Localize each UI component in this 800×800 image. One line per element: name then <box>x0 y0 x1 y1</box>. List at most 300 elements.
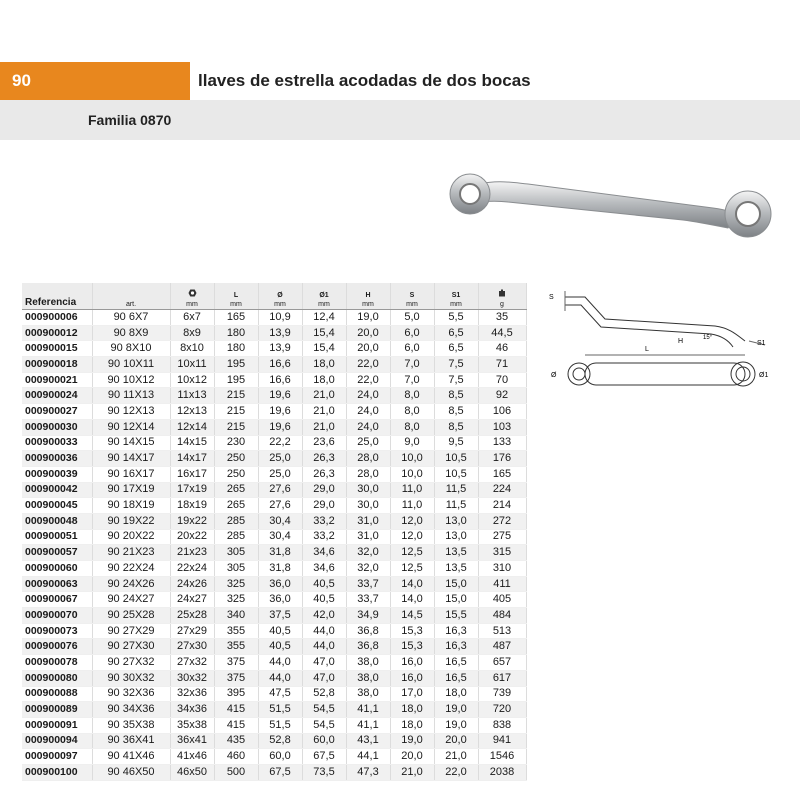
cell-d: 10,9 <box>258 310 302 326</box>
cell-d: 19,6 <box>258 388 302 404</box>
cell-l: 215 <box>214 419 258 435</box>
table-row <box>22 498 526 514</box>
cell-size: 24x26 <box>170 576 214 592</box>
cell-h: 28,0 <box>346 451 390 467</box>
cell-h: 28,0 <box>346 466 390 482</box>
family-band <box>0 100 800 140</box>
cell-s1: 16,3 <box>434 639 478 655</box>
cell-l: 355 <box>214 623 258 639</box>
cell-s: 16,0 <box>390 655 434 671</box>
cell-size: 46x50 <box>170 764 214 780</box>
cell-weight: 1546 <box>478 749 526 765</box>
cell-s1: 9,5 <box>434 435 478 451</box>
cell-s: 16,0 <box>390 670 434 686</box>
dim-h: H <box>678 338 684 345</box>
cell-s: 8,0 <box>390 419 434 435</box>
cell-d: 30,4 <box>258 529 302 545</box>
cell-d: 30,4 <box>258 513 302 529</box>
cell-referencia: 000900089 <box>22 702 92 718</box>
cell-d1: 33,2 <box>302 513 346 529</box>
cell-s1: 6,5 <box>434 341 478 357</box>
cell-d1: 40,5 <box>302 576 346 592</box>
cell-size: 27x32 <box>170 655 214 671</box>
cell-h: 41,1 <box>346 702 390 718</box>
cell-l: 305 <box>214 545 258 561</box>
cell-l: 460 <box>214 749 258 765</box>
cell-size: 27x29 <box>170 623 214 639</box>
table-row <box>22 435 526 451</box>
cell-art: 90 46X50 <box>92 764 170 780</box>
cell-s: 8,0 <box>390 388 434 404</box>
cell-l: 375 <box>214 655 258 671</box>
col-d: Ø mm <box>258 283 302 310</box>
weight-icon <box>479 289 526 300</box>
cell-weight: 617 <box>478 670 526 686</box>
spec-table <box>22 283 527 781</box>
cell-weight: 411 <box>478 576 526 592</box>
cell-art: 90 41X46 <box>92 749 170 765</box>
cell-l: 325 <box>214 592 258 608</box>
cell-referencia: 000900024 <box>22 388 92 404</box>
table-row <box>22 372 526 388</box>
cell-referencia: 000900063 <box>22 576 92 592</box>
cell-art: 90 25X28 <box>92 608 170 624</box>
cell-size: 36x41 <box>170 733 214 749</box>
cell-h: 20,0 <box>346 325 390 341</box>
cell-l: 435 <box>214 733 258 749</box>
table-row <box>22 608 526 624</box>
col-weight: g <box>478 283 526 310</box>
cell-referencia: 000900021 <box>22 372 92 388</box>
cell-weight: 272 <box>478 513 526 529</box>
cell-s1: 13,0 <box>434 513 478 529</box>
cell-size: 20x22 <box>170 529 214 545</box>
cell-l: 180 <box>214 341 258 357</box>
cell-art: 90 6X7 <box>92 310 170 326</box>
cell-referencia: 000900036 <box>22 451 92 467</box>
table-row <box>22 341 526 357</box>
cell-size: 12x14 <box>170 419 214 435</box>
cell-s1: 11,5 <box>434 482 478 498</box>
cell-referencia: 000900073 <box>22 623 92 639</box>
cell-referencia: 000900039 <box>22 466 92 482</box>
col-referencia: Referencia <box>22 283 92 310</box>
cell-size: 8x9 <box>170 325 214 341</box>
cell-weight: 405 <box>478 592 526 608</box>
cell-s1: 11,5 <box>434 498 478 514</box>
cell-weight: 2038 <box>478 764 526 780</box>
cell-weight: 46 <box>478 341 526 357</box>
cell-size: 41x46 <box>170 749 214 765</box>
cell-s: 9,0 <box>390 435 434 451</box>
cell-d1: 26,3 <box>302 451 346 467</box>
col-l: L mm <box>214 283 258 310</box>
cell-s1: 8,5 <box>434 388 478 404</box>
col-size: mm <box>170 283 214 310</box>
cell-d: 36,0 <box>258 576 302 592</box>
cell-s1: 7,5 <box>434 372 478 388</box>
cell-s1: 6,5 <box>434 325 478 341</box>
cell-art: 90 21X23 <box>92 545 170 561</box>
cell-referencia: 000900012 <box>22 325 92 341</box>
cell-referencia: 000900045 <box>22 498 92 514</box>
cell-l: 250 <box>214 466 258 482</box>
cell-h: 24,0 <box>346 419 390 435</box>
cell-referencia: 000900042 <box>22 482 92 498</box>
cell-art: 90 36X41 <box>92 733 170 749</box>
cell-s: 14,0 <box>390 592 434 608</box>
cell-d1: 29,0 <box>302 482 346 498</box>
cell-h: 19,0 <box>346 310 390 326</box>
cell-d: 51,5 <box>258 702 302 718</box>
table-header <box>22 283 526 310</box>
cell-weight: 103 <box>478 419 526 435</box>
cell-art: 90 20X22 <box>92 529 170 545</box>
cell-referencia: 000900006 <box>22 310 92 326</box>
cell-s: 20,0 <box>390 749 434 765</box>
cell-size: 22x24 <box>170 561 214 577</box>
cell-h: 30,0 <box>346 482 390 498</box>
table-row <box>22 764 526 780</box>
cell-l: 265 <box>214 498 258 514</box>
cell-s1: 16,3 <box>434 623 478 639</box>
cell-d: 27,6 <box>258 482 302 498</box>
cell-s1: 8,5 <box>434 419 478 435</box>
table-row <box>22 325 526 341</box>
cell-size: 27x30 <box>170 639 214 655</box>
cell-l: 285 <box>214 513 258 529</box>
cell-art: 90 32X36 <box>92 686 170 702</box>
cell-art: 90 16X17 <box>92 466 170 482</box>
table-row <box>22 545 526 561</box>
cell-l: 215 <box>214 388 258 404</box>
cell-size: 10x12 <box>170 372 214 388</box>
table-row <box>22 404 526 420</box>
cell-art: 90 14X15 <box>92 435 170 451</box>
cell-size: 11x13 <box>170 388 214 404</box>
cell-l: 230 <box>214 435 258 451</box>
cell-h: 22,0 <box>346 357 390 373</box>
cell-size: 16x17 <box>170 466 214 482</box>
table-row <box>22 482 526 498</box>
cell-art: 90 19X22 <box>92 513 170 529</box>
cell-art: 90 11X13 <box>92 388 170 404</box>
cell-weight: 214 <box>478 498 526 514</box>
cell-d: 67,5 <box>258 764 302 780</box>
cell-d1: 44,0 <box>302 639 346 655</box>
cell-d1: 34,6 <box>302 561 346 577</box>
table-row <box>22 513 526 529</box>
cell-referencia: 000900051 <box>22 529 92 545</box>
cell-h: 47,3 <box>346 764 390 780</box>
cell-h: 24,0 <box>346 404 390 420</box>
cell-h: 24,0 <box>346 388 390 404</box>
cell-s1: 16,5 <box>434 670 478 686</box>
cell-referencia: 000900097 <box>22 749 92 765</box>
cell-size: 8x10 <box>170 341 214 357</box>
cell-art: 90 12X14 <box>92 419 170 435</box>
cell-size: 25x28 <box>170 608 214 624</box>
dim-angle: 15° <box>703 335 713 341</box>
cell-weight: 275 <box>478 529 526 545</box>
cell-referencia: 000900076 <box>22 639 92 655</box>
cell-s1: 8,5 <box>434 404 478 420</box>
table-row <box>22 592 526 608</box>
cell-d1: 26,3 <box>302 466 346 482</box>
table-row <box>22 686 526 702</box>
cell-h: 38,0 <box>346 686 390 702</box>
table-row <box>22 733 526 749</box>
cell-s1: 15,0 <box>434 576 478 592</box>
cell-weight: 35 <box>478 310 526 326</box>
table-row <box>22 717 526 733</box>
table-row <box>22 451 526 467</box>
cell-h: 36,8 <box>346 623 390 639</box>
table-row <box>22 623 526 639</box>
table-row <box>22 670 526 686</box>
cell-art: 90 24X27 <box>92 592 170 608</box>
cell-d1: 47,0 <box>302 670 346 686</box>
cell-referencia: 000900048 <box>22 513 92 529</box>
cell-d1: 44,0 <box>302 623 346 639</box>
cell-s1: 18,0 <box>434 686 478 702</box>
cell-referencia: 000900030 <box>22 419 92 435</box>
cell-weight: 484 <box>478 608 526 624</box>
cell-d: 40,5 <box>258 623 302 639</box>
cell-s: 18,0 <box>390 702 434 718</box>
cell-weight: 657 <box>478 655 526 671</box>
cell-h: 43,1 <box>346 733 390 749</box>
cell-referencia: 000900091 <box>22 717 92 733</box>
family-label: Familia 0870 <box>88 112 172 128</box>
cell-d: 40,5 <box>258 639 302 655</box>
cell-size: 32x36 <box>170 686 214 702</box>
cell-h: 33,7 <box>346 576 390 592</box>
cell-s: 14,0 <box>390 576 434 592</box>
dim-d: Ø <box>551 372 557 379</box>
cell-referencia: 000900033 <box>22 435 92 451</box>
cell-d: 51,5 <box>258 717 302 733</box>
cell-l: 285 <box>214 529 258 545</box>
cell-l: 265 <box>214 482 258 498</box>
cell-d: 25,0 <box>258 451 302 467</box>
cell-referencia: 000900057 <box>22 545 92 561</box>
cell-l: 215 <box>214 404 258 420</box>
dim-s1: S1 <box>757 340 766 347</box>
cell-s1: 13,0 <box>434 529 478 545</box>
cell-d1: 40,5 <box>302 592 346 608</box>
cell-weight: 106 <box>478 404 526 420</box>
col-h: H mm <box>346 283 390 310</box>
cell-d: 31,8 <box>258 561 302 577</box>
cell-d: 13,9 <box>258 325 302 341</box>
table-row <box>22 576 526 592</box>
cell-h: 33,7 <box>346 592 390 608</box>
cell-art: 90 27X32 <box>92 655 170 671</box>
cell-l: 195 <box>214 372 258 388</box>
cell-d1: 73,5 <box>302 764 346 780</box>
cell-weight: 176 <box>478 451 526 467</box>
cell-l: 375 <box>214 670 258 686</box>
cell-d: 37,5 <box>258 608 302 624</box>
cell-art: 90 8X9 <box>92 325 170 341</box>
table-row <box>22 310 526 326</box>
cell-s: 18,0 <box>390 717 434 733</box>
cell-h: 32,0 <box>346 545 390 561</box>
cell-d1: 23,6 <box>302 435 346 451</box>
cell-s: 17,0 <box>390 686 434 702</box>
cell-s: 7,0 <box>390 372 434 388</box>
cell-d1: 54,5 <box>302 702 346 718</box>
cell-weight: 513 <box>478 623 526 639</box>
cell-l: 415 <box>214 702 258 718</box>
cell-s1: 19,0 <box>434 717 478 733</box>
cell-d: 16,6 <box>258 372 302 388</box>
cell-s: 12,5 <box>390 545 434 561</box>
cell-l: 340 <box>214 608 258 624</box>
page-title: llaves de estrella acodadas de dos bocas <box>198 71 531 90</box>
cell-s1: 21,0 <box>434 749 478 765</box>
cell-art: 90 22X24 <box>92 561 170 577</box>
cell-s: 15,3 <box>390 639 434 655</box>
cell-h: 32,0 <box>346 561 390 577</box>
cell-l: 305 <box>214 561 258 577</box>
cell-h: 36,8 <box>346 639 390 655</box>
dimension-diagram <box>545 283 775 403</box>
table-row <box>22 639 526 655</box>
cell-d1: 67,5 <box>302 749 346 765</box>
cell-l: 325 <box>214 576 258 592</box>
cell-h: 38,0 <box>346 670 390 686</box>
cell-art: 90 17X19 <box>92 482 170 498</box>
cell-referencia: 000900078 <box>22 655 92 671</box>
cell-weight: 310 <box>478 561 526 577</box>
cell-d1: 15,4 <box>302 341 346 357</box>
cell-size: 30x32 <box>170 670 214 686</box>
cell-l: 250 <box>214 451 258 467</box>
cell-s1: 10,5 <box>434 451 478 467</box>
cell-size: 35x38 <box>170 717 214 733</box>
cell-l: 165 <box>214 310 258 326</box>
cell-d: 13,9 <box>258 341 302 357</box>
cell-referencia: 000900088 <box>22 686 92 702</box>
cell-art: 90 12X13 <box>92 404 170 420</box>
cell-s: 6,0 <box>390 325 434 341</box>
cell-s: 6,0 <box>390 341 434 357</box>
cell-s1: 19,0 <box>434 702 478 718</box>
cell-referencia: 000900067 <box>22 592 92 608</box>
cell-d1: 21,0 <box>302 404 346 420</box>
cell-d1: 12,4 <box>302 310 346 326</box>
cell-s: 10,0 <box>390 451 434 467</box>
cell-h: 25,0 <box>346 435 390 451</box>
table-row <box>22 655 526 671</box>
cell-h: 38,0 <box>346 655 390 671</box>
cell-s1: 20,0 <box>434 733 478 749</box>
table-row <box>22 702 526 718</box>
cell-d: 44,0 <box>258 655 302 671</box>
cell-l: 415 <box>214 717 258 733</box>
cell-weight: 70 <box>478 372 526 388</box>
cell-art: 90 18X19 <box>92 498 170 514</box>
cell-d1: 21,0 <box>302 419 346 435</box>
cell-s: 21,0 <box>390 764 434 780</box>
cell-referencia: 000900015 <box>22 341 92 357</box>
cell-h: 30,0 <box>346 498 390 514</box>
cell-size: 21x23 <box>170 545 214 561</box>
cell-d1: 47,0 <box>302 655 346 671</box>
table-row <box>22 749 526 765</box>
cell-l: 195 <box>214 357 258 373</box>
cell-weight: 739 <box>478 686 526 702</box>
cell-l: 355 <box>214 639 258 655</box>
cell-l: 395 <box>214 686 258 702</box>
col-d1: Ø1 mm <box>302 283 346 310</box>
cell-art: 90 24X26 <box>92 576 170 592</box>
cell-d: 27,6 <box>258 498 302 514</box>
cell-referencia: 000900100 <box>22 764 92 780</box>
cell-referencia: 000900027 <box>22 404 92 420</box>
cell-s: 12,5 <box>390 561 434 577</box>
cell-d1: 42,0 <box>302 608 346 624</box>
cell-size: 17x19 <box>170 482 214 498</box>
cell-s: 10,0 <box>390 466 434 482</box>
cell-h: 44,1 <box>346 749 390 765</box>
cell-s: 8,0 <box>390 404 434 420</box>
cell-art: 90 8X10 <box>92 341 170 357</box>
cell-d: 25,0 <box>258 466 302 482</box>
cell-weight: 71 <box>478 357 526 373</box>
cell-d: 60,0 <box>258 749 302 765</box>
cell-d: 52,8 <box>258 733 302 749</box>
cell-h: 22,0 <box>346 372 390 388</box>
cell-weight: 224 <box>478 482 526 498</box>
cell-size: 14x15 <box>170 435 214 451</box>
cell-d: 19,6 <box>258 419 302 435</box>
cell-s1: 16,5 <box>434 655 478 671</box>
cell-d: 44,0 <box>258 670 302 686</box>
cell-d: 16,6 <box>258 357 302 373</box>
table-row <box>22 357 526 373</box>
hex-nut-icon <box>171 289 214 300</box>
cell-weight: 838 <box>478 717 526 733</box>
cell-d1: 21,0 <box>302 388 346 404</box>
cell-art: 90 14X17 <box>92 451 170 467</box>
cell-s: 7,0 <box>390 357 434 373</box>
cell-s1: 5,5 <box>434 310 478 326</box>
cell-art: 90 35X38 <box>92 717 170 733</box>
section-code: 90 <box>0 62 190 100</box>
table-row <box>22 388 526 404</box>
table-row <box>22 419 526 435</box>
cell-referencia: 000900094 <box>22 733 92 749</box>
cell-s: 12,0 <box>390 513 434 529</box>
cell-size: 10x11 <box>170 357 214 373</box>
cell-art: 90 30X32 <box>92 670 170 686</box>
cell-s: 19,0 <box>390 733 434 749</box>
cell-s1: 7,5 <box>434 357 478 373</box>
cell-referencia: 000900018 <box>22 357 92 373</box>
cell-referencia: 000900060 <box>22 561 92 577</box>
cell-d1: 18,0 <box>302 372 346 388</box>
cell-s: 11,0 <box>390 482 434 498</box>
cell-s1: 10,5 <box>434 466 478 482</box>
col-s1: S1 mm <box>434 283 478 310</box>
dim-l: L <box>645 346 649 353</box>
cell-art: 90 10X11 <box>92 357 170 373</box>
cell-d1: 60,0 <box>302 733 346 749</box>
cell-d1: 29,0 <box>302 498 346 514</box>
